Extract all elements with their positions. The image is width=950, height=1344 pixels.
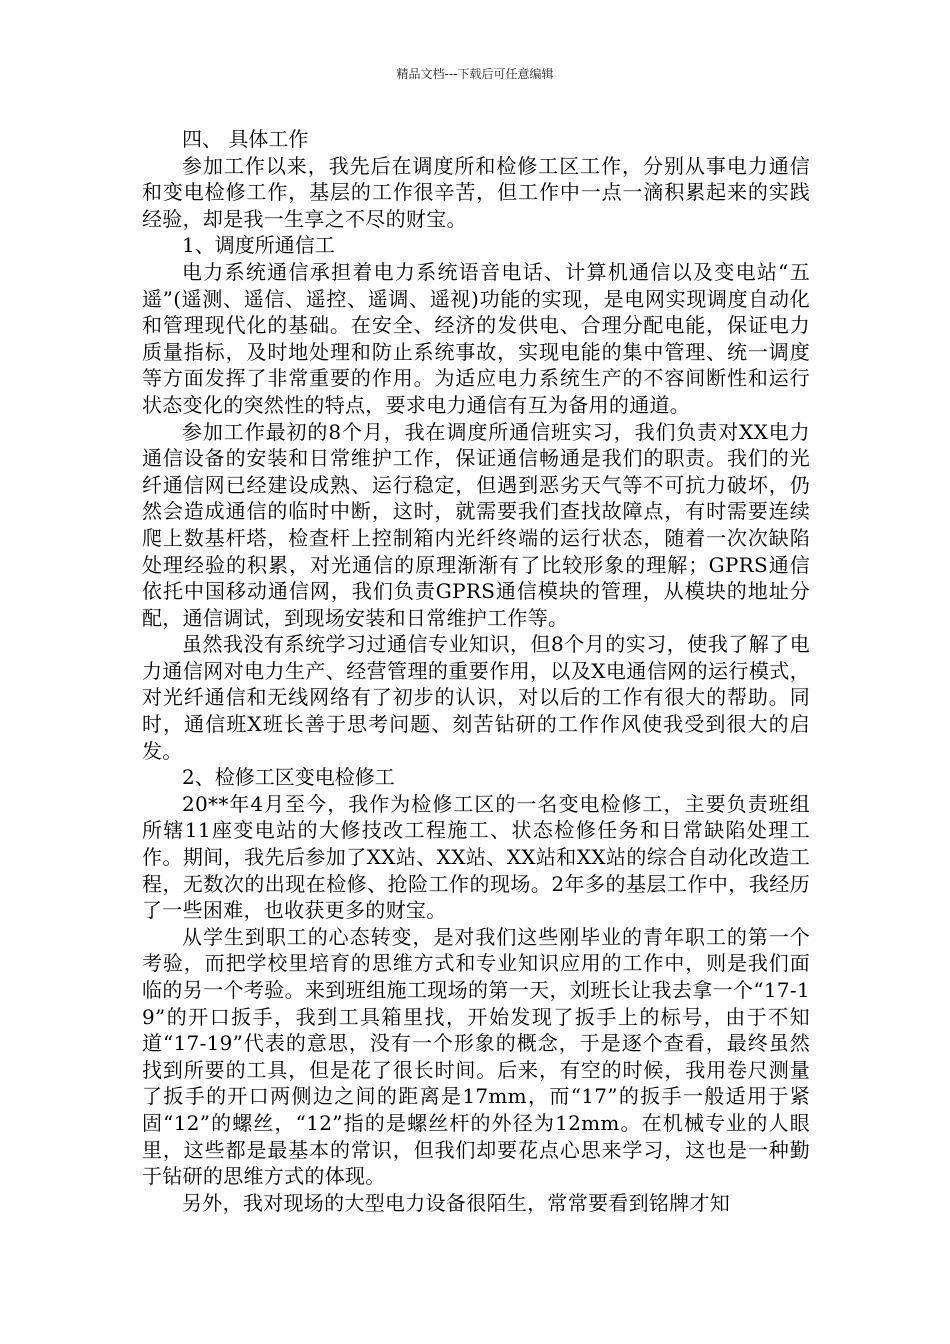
page-header: 精品文档---下载后可任意编辑 <box>396 67 554 81</box>
document-body <box>142 126 810 1216</box>
paragraph-2-1: 20**年4月至今，我作为检修工区的一名变电检修工，主要负责班组所辖11座变电站的大修技改工程施工、状态检修任务和日常缺陷处理工作。期间，我先后参加了XX站、XX站、XX站和XX站的综合自动化改造工程，无数次的出现在检修、抢险工作的现场。2年多的基层工作中，我经历了一些困难，也收获更多的财宝。 <box>142 791 810 923</box>
subsection-title-1: 1、调度所通信工 <box>182 233 335 258</box>
paragraph-1-2: 参加工作最初的8个月，我在调度所通信班实习，我们负责对XX电力通信设备的安装和日常维护工作，保证通信畅通是我们的职责。我们的光纤通信网已经建设成熟、运行稳定，但遇到恶劣天气等不可抗力破坏，仍然会造成通信的临时中断，这时，就需要我们查找故障点，有时需要连续爬上数基杆塔，检查杆上控制箱内光纤终端的运行状态，随着一次次缺陷处理经验的积累，对光通信的原理渐渐有了比较形象的理解；GPRS通信依托中国移动通信网，我们负责GPRS通信模块的管理，从模块的地址分配，通信调试，到现场安装和日常维护工作等。 <box>142 419 810 630</box>
section-title: 四、 具体工作 <box>182 127 309 151</box>
paragraph-2-2: 从学生到职工的心态转变，是对我们这些刚毕业的青年职工的第一个考验，而把学校里培育的思维方式和专业知识应用的工作中，则是我们面临的另一个考验。来到班组施工现场的第一天，刘班长让我去拿一个“17-19”的开口扳手，我到工具箱里找，开始发现了扳手上的标号，由于不知道“17-19”代表的意思，没有一个形象的概念，于是逐个查看，最终虽然找到所要的工具，但是花了很长时间。后来，有空的时候，我用卷尺测量了扳手的开口两侧边之间的距离是17mm，而“17”的扳手一般适用于紧固“12”的螺丝，“12”指的是螺丝杆的外径为12mm。在机械专业的人眼里，这些都是最基本的常识，但我们却要花点心思来学习，这也是一种勤于钻研的思维方式的体现。 <box>142 924 810 1189</box>
paragraph-1-1: 电力系统通信承担着电力系统语音电话、计算机通信以及变电站“五遥”(遥测、遥信、遥控、遥调、遥视)功能的实现，是电网实现调度自动化和管理现代化的基础。在安全、经济的发供电、合理分配电能，保证电力质量指标，及时地处理和防止系统事故，实现电能的集中管理、统一调度等方面发挥了非常重要的作用。为适应电力系统生产的不容间断性和运行状态变化的突然性的特点，要求电力通信有互为备用的通道。 <box>142 259 810 417</box>
paragraph-1-3: 虽然我没有系统学习过通信专业知识，但8个月的实习，使我了解了电力通信网对电力生产、经营管理的重要作用，以及X电通信网的运行模式，对光纤通信和无线网络有了初步的认识，对以后的工作有很大的帮助。同时，通信班X班长善于思考问题、刻苦钻研的工作作风使我受到很大的启发。 <box>142 632 810 763</box>
paragraph-2-3: 另外，我对现场的大型电力设备很陌生，常常要看到铭牌才知 <box>182 1190 731 1215</box>
subsection-title-2: 2、检修工区变电检修工 <box>182 765 395 790</box>
paragraph-intro: 参加工作以来，我先后在调度所和检修工区工作，分别从事电力通信和变电检修工作，基层的工作很辛苦，但工作中一点一滴积累起来的实践经验，却是我一生享之不尽的财宝。 <box>142 153 810 231</box>
